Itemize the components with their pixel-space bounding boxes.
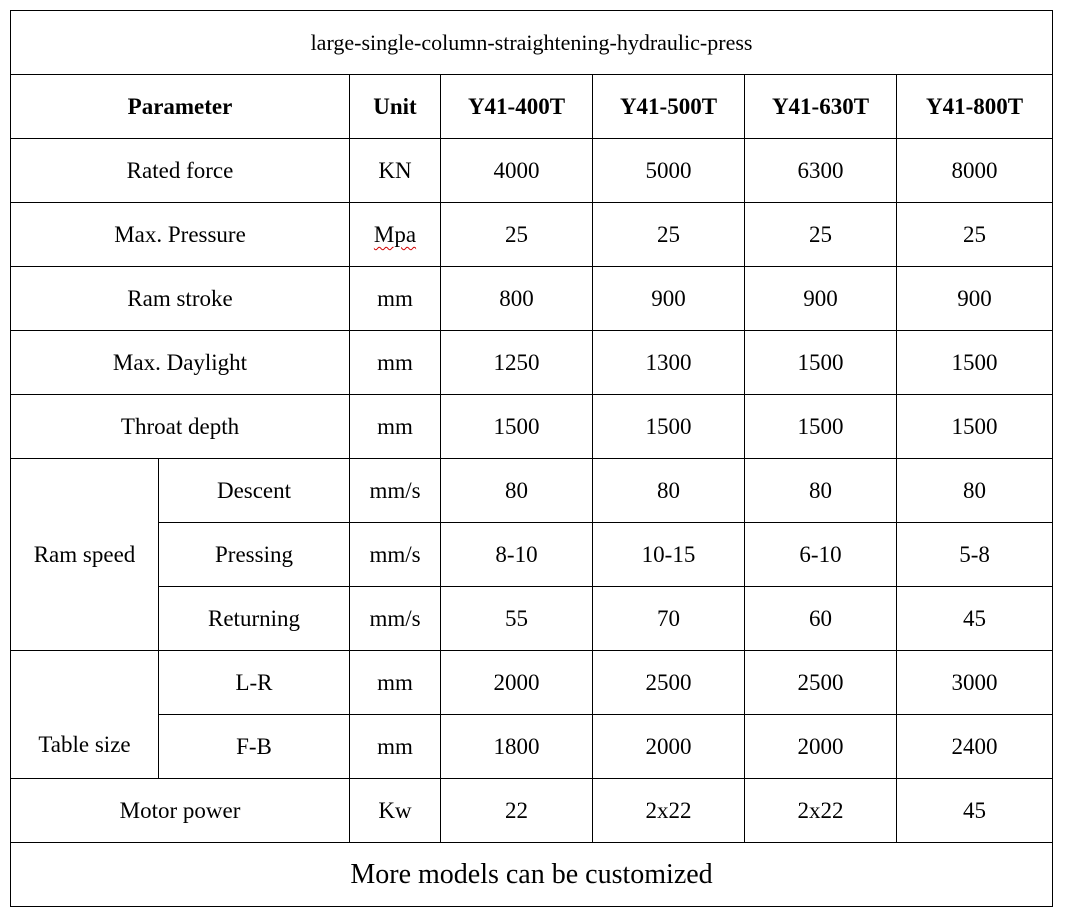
table-row-motor-power: [11, 779, 1053, 843]
sub-row-label: Pressing: [159, 523, 350, 587]
table-cell: 5-8: [897, 523, 1053, 587]
sub-row-label: Returning: [159, 587, 350, 651]
table-cell: 2500: [593, 651, 745, 715]
row-unit: [350, 203, 441, 267]
table-cell: 25: [897, 203, 1053, 267]
table-cell: 2x22: [745, 779, 897, 843]
header-row: [11, 75, 1053, 139]
table-cell: 1500: [441, 395, 593, 459]
row-unit: mm: [350, 331, 441, 395]
row-label: Max. Pressure: [11, 203, 350, 267]
table-cell: 1500: [897, 395, 1053, 459]
table-cell: 1500: [897, 331, 1053, 395]
table-row-table-size-fb: [11, 715, 1053, 779]
table-cell: 1500: [745, 395, 897, 459]
table-row-ram-speed-returning: [11, 587, 1053, 651]
row-label: Motor power: [11, 779, 350, 843]
table-cell: 800: [441, 267, 593, 331]
table-row-max-daylight: [11, 331, 1053, 395]
row-label: Ram stroke: [11, 267, 350, 331]
table-title: large-single-column-straightening-hydraulic-press: [11, 11, 1053, 75]
table-row-ram-speed-pressing: [11, 523, 1053, 587]
row-label: Throat depth: [11, 395, 350, 459]
table-cell: 6-10: [745, 523, 897, 587]
row-unit: Kw: [350, 779, 441, 843]
footer-note: More models can be customized: [11, 843, 1053, 907]
group-label-table-size: Table size: [11, 651, 159, 779]
table-row-rated-force: [11, 139, 1053, 203]
table-cell: 25: [593, 203, 745, 267]
table-cell: 900: [897, 267, 1053, 331]
table-cell: 1800: [441, 715, 593, 779]
table-cell: 2500: [745, 651, 897, 715]
header-unit: Unit: [350, 75, 441, 139]
row-unit: mm: [350, 267, 441, 331]
table-cell: 1500: [745, 331, 897, 395]
table-row-table-size-lr: [11, 651, 1053, 715]
table-cell: 900: [745, 267, 897, 331]
row-unit: mm/s: [350, 523, 441, 587]
table-cell: 2400: [897, 715, 1053, 779]
row-unit: KN: [350, 139, 441, 203]
table-cell: 2000: [441, 651, 593, 715]
table-cell: 2000: [745, 715, 897, 779]
table-cell: 2000: [593, 715, 745, 779]
table-row-ram-speed-descent: [11, 459, 1053, 523]
table-cell: 80: [745, 459, 897, 523]
table-cell: 1500: [593, 395, 745, 459]
header-parameter: Parameter: [11, 75, 350, 139]
row-unit-text: Mpa: [373, 222, 417, 247]
table-cell: 3000: [897, 651, 1053, 715]
table-row-ram-stroke: [11, 267, 1053, 331]
sub-row-label: Descent: [159, 459, 350, 523]
table-cell: 45: [897, 587, 1053, 651]
table-cell: 25: [441, 203, 593, 267]
header-model: Y41-400T: [441, 75, 593, 139]
table-cell: 5000: [593, 139, 745, 203]
footer-row: [11, 843, 1053, 907]
table-cell: 6300: [745, 139, 897, 203]
header-model: Y41-500T: [593, 75, 745, 139]
table-cell: 8000: [897, 139, 1053, 203]
sub-row-label: L-R: [159, 651, 350, 715]
table-cell: 25: [745, 203, 897, 267]
header-model: Y41-630T: [745, 75, 897, 139]
table-row-throat-depth: [11, 395, 1053, 459]
row-label: Max. Daylight: [11, 331, 350, 395]
row-unit: mm/s: [350, 459, 441, 523]
row-unit: mm/s: [350, 587, 441, 651]
row-unit: mm: [350, 395, 441, 459]
table-cell: 45: [897, 779, 1053, 843]
row-unit: mm: [350, 651, 441, 715]
table-cell: 60: [745, 587, 897, 651]
table-cell: 8-10: [441, 523, 593, 587]
title-row: [11, 11, 1053, 75]
table-cell: 80: [593, 459, 745, 523]
header-model: Y41-800T: [897, 75, 1053, 139]
table-cell: 1300: [593, 331, 745, 395]
table-cell: 80: [441, 459, 593, 523]
row-unit: mm: [350, 715, 441, 779]
table-cell: 55: [441, 587, 593, 651]
spec-table: [10, 10, 1053, 907]
table-row-max-pressure: [11, 203, 1053, 267]
table-cell: 4000: [441, 139, 593, 203]
table-cell: 900: [593, 267, 745, 331]
table-cell: 80: [897, 459, 1053, 523]
table-cell: 10-15: [593, 523, 745, 587]
group-label-ram-speed: Ram speed: [11, 459, 159, 651]
sub-row-label: F-B: [159, 715, 350, 779]
table-cell: 1250: [441, 331, 593, 395]
row-label: Rated force: [11, 139, 350, 203]
table-cell: 70: [593, 587, 745, 651]
table-cell: 2x22: [593, 779, 745, 843]
table-cell: 22: [441, 779, 593, 843]
